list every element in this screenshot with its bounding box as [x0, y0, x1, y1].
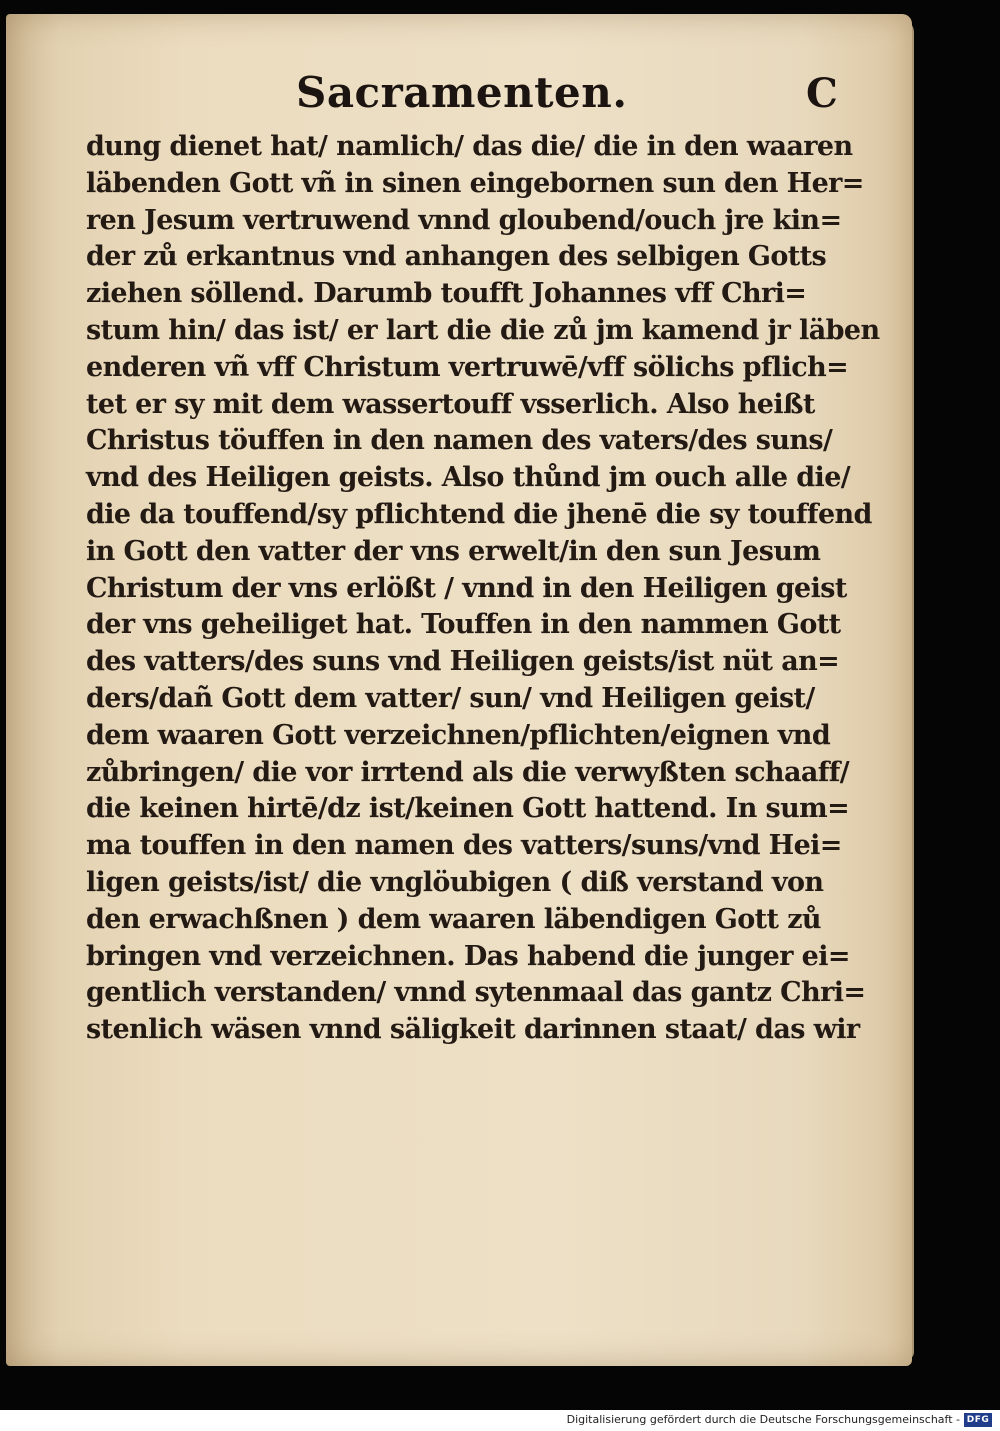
text-line: Christus töuffen in den namen des vaters/des suns/ [86, 425, 833, 457]
text-line: der vns geheiliget hat. Touffen in den nammen Gott [86, 609, 841, 641]
text-line: stum hin/ das ist/ er lart die die zů jm kamend jr läben [86, 314, 880, 346]
text-line: den erwachßnen ) dem waaren läbendigen Gott zů [86, 903, 821, 935]
funding-credit: Digitalisierung gefördert durch die Deutsche Forschungsgemeinschaft - [566, 1413, 960, 1426]
text-line: Christum der vns erlößt / vnnd in den Heiligen geist [86, 572, 847, 604]
text-line: ligen geists/ist/ die vnglöubigen ( diß verstand von [86, 866, 824, 898]
text-line: vnd des Heiligen geists. Also thůnd jm ouch alle die/ [86, 462, 851, 494]
text-line: stenlich wäsen vnnd säligkeit darinnen staat/ das wir [86, 1014, 860, 1046]
text-line: gentlich verstanden/ vnnd sytenmaal das gantz Chri= [86, 977, 866, 1009]
text-line: läbenden Gott vñ in sinen eingebornen sun den Her= [86, 167, 864, 199]
text-line: ziehen söllend. Darumb toufft Johannes vff Chri= [86, 278, 807, 310]
text-line: ren Jesum vertruwend vnnd gloubend/ouch jre kin= [86, 204, 842, 236]
footer-bar [0, 1410, 1000, 1431]
text-line: in Gott den vatter der vns erwelt/in den sun Jesum [86, 535, 821, 567]
running-head: Sacramenten. [296, 68, 628, 117]
text-line: tet er sy mit dem wassertouff vsserlich. Also heißt [86, 388, 815, 420]
text-line: zůbringen/ die vor irrtend als die verwyßten schaaff/ [86, 756, 850, 788]
text-line: bringen vnd verzeichnen. Das habend die junger ei= [86, 940, 850, 972]
text-line: ma touffen in den namen des vatters/suns/vnd Hei= [86, 830, 842, 862]
dfg-logo-icon: DFG [964, 1413, 992, 1427]
text-line: die keinen hirtē/dz ist/keinen Gott hattend. In sum= [86, 793, 850, 825]
text-line: enderen vñ vff Christum vertruwē/vff sölichs pflich= [86, 351, 849, 383]
text-line: ders/dañ Gott dem vatter/ sun/ vnd Heiligen geist/ [86, 682, 815, 714]
signature-mark: C [806, 70, 838, 117]
text-line: dem waaren Gott verzeichnen/pflichten/eignen vnd [86, 719, 831, 751]
text-line: die da touffend/sy pflichtend die jhenē die sy touffend [86, 498, 872, 530]
text-line: der zů erkantnus vnd anhangen des selbigen Gotts [86, 241, 827, 273]
text-block [86, 129, 880, 1049]
text-line: dung dienet hat/ namlich/ das die/ die in den waaren [86, 131, 853, 162]
text-line: des vatters/des suns vnd Heiligen geists/ist nüt an= [86, 646, 840, 678]
